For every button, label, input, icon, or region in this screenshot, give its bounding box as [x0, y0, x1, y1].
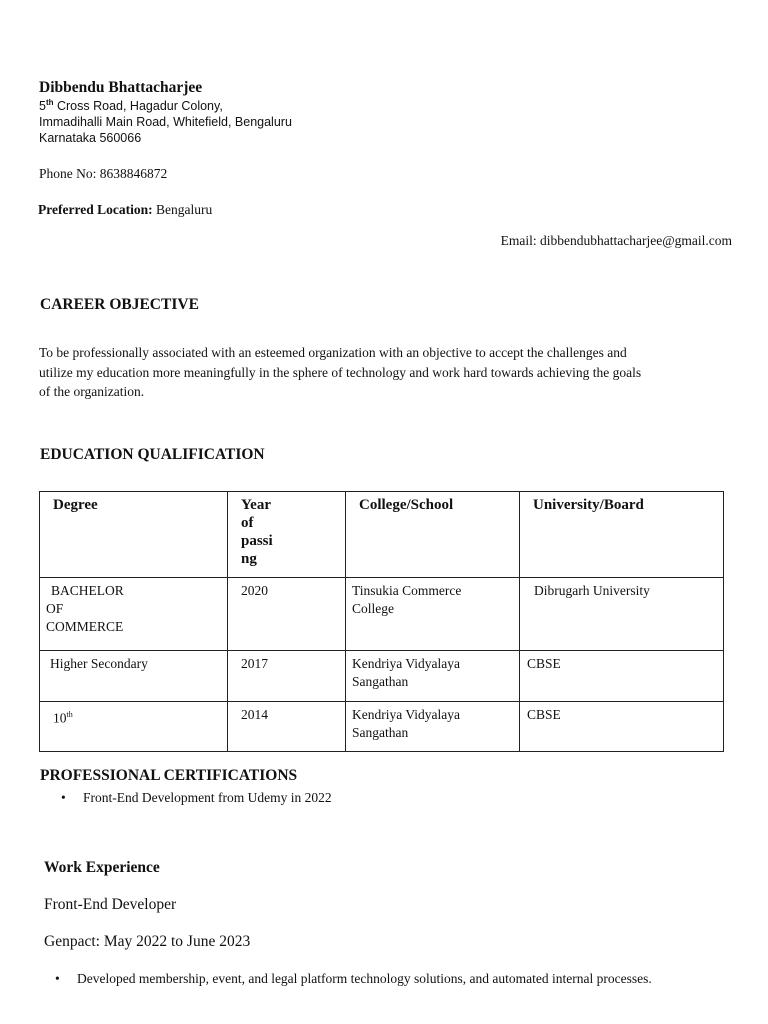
work-duties-list: [55, 971, 652, 987]
certifications-list: [61, 790, 332, 806]
university-cell: Dibrugarh University: [520, 578, 724, 651]
phone-number: Phone No: 8638846872: [39, 166, 168, 181]
career-objective-text: [39, 343, 729, 402]
table-row: [40, 651, 724, 702]
column-header-degree: Degree: [40, 492, 228, 578]
table-header-row: [40, 492, 724, 578]
column-header-college: College/School: [346, 492, 520, 578]
column-header-year: [228, 492, 346, 578]
degree-cell: Higher Secondary: [40, 651, 228, 702]
table-row: [40, 578, 724, 651]
address-line-1: [39, 98, 223, 113]
career-objective-line: of the organization.: [39, 384, 145, 399]
certifications-heading: PROFESSIONAL CERTIFICATIONS: [40, 767, 298, 784]
university-cell: CBSE: [520, 702, 724, 752]
list-item: • Front-End Development from Udemy in 2022: [61, 790, 332, 806]
year-header-line: Year: [241, 497, 271, 513]
year-header-line: passi: [241, 533, 273, 549]
year-header-line: ng: [241, 551, 257, 567]
address-line-3: Karnataka 560066: [39, 131, 142, 145]
degree-cell: 10th: [40, 702, 228, 752]
education-heading: EDUCATION QUALIFICATION: [40, 446, 265, 463]
university-cell: CBSE: [520, 651, 724, 702]
college-cell: Kendriya Vidyalaya Sangathan: [346, 702, 520, 752]
email-address[interactable]: Email: dibbendubhattacharjee@gmail.com: [500, 233, 732, 248]
job-role: Front-End Developer: [44, 896, 177, 913]
list-item: • Developed membership, event, and legal platform technology solutions, and automated internal processes.: [55, 971, 652, 987]
company-and-dates: Genpact: May 2022 to June 2023: [44, 933, 251, 950]
year-cell: 2014: [228, 702, 346, 752]
year-cell: 2017: [228, 651, 346, 702]
college-cell: Tinsukia Commerce College: [346, 578, 520, 651]
address-ordinal-suffix: th: [45, 98, 54, 107]
column-header-university: University/Board: [520, 492, 724, 578]
preferred-location: [38, 202, 212, 218]
degree-cell: BACHELOR OF COMMERCE: [40, 578, 228, 651]
year-cell: 2020: [228, 578, 346, 651]
candidate-name: Dibbendu Bhattacharjee: [39, 79, 203, 96]
address-line-2: Immadihalli Main Road, Whitefield, Bengaluru: [39, 115, 292, 129]
year-header-line: of: [241, 515, 254, 531]
career-objective-line: utilize my education more meaningfully in the sphere of technology and work hard towards achieving the goals: [39, 364, 642, 380]
career-objective-heading: CAREER OBJECTIVE: [40, 296, 199, 313]
preferred-location-value: Bengaluru: [152, 202, 213, 217]
career-objective-line: To be professionally associated with an esteemed organization with an objective to accept the challenges and: [39, 345, 627, 360]
address-street: Cross Road, Hagadur Colony,: [53, 99, 223, 114]
preferred-location-label: Preferred Location:: [38, 202, 153, 217]
table-row: [40, 702, 724, 752]
address-house-number: 5: [39, 99, 46, 114]
college-cell: Kendriya Vidyalaya Sangathan: [346, 651, 520, 702]
work-experience-heading: Work Experience: [44, 859, 160, 876]
education-table: [39, 491, 724, 752]
